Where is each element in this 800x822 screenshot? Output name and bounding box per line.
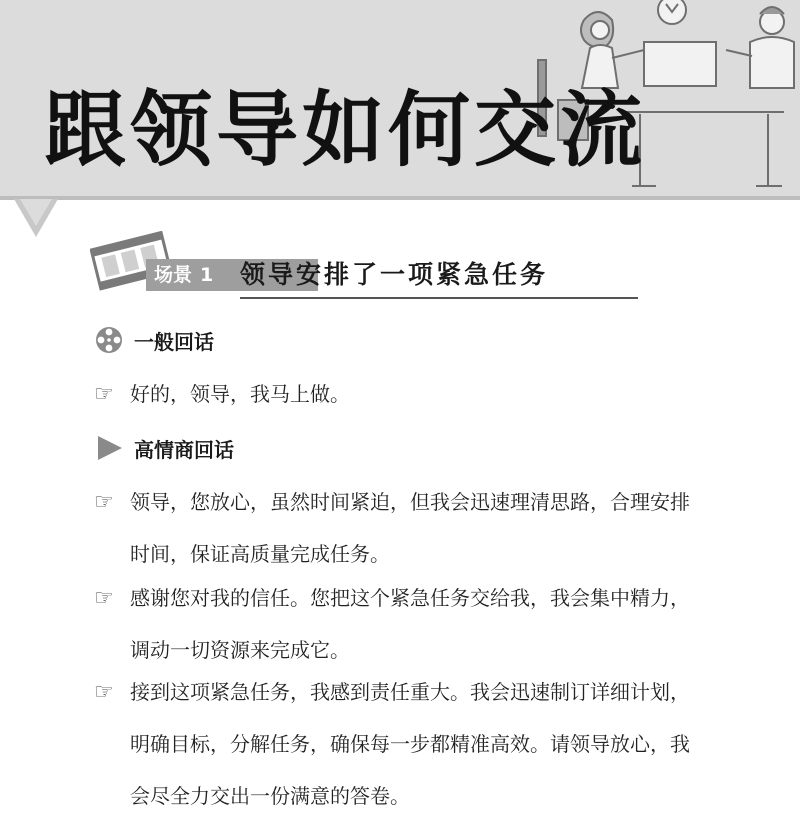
text-line bbox=[94, 476, 754, 528]
high-eq-reply-item bbox=[94, 476, 754, 580]
text-line bbox=[94, 770, 754, 822]
reply-text: 好的，领导，我马上做。 bbox=[130, 382, 350, 406]
film-reel-icon bbox=[94, 325, 124, 355]
text-line bbox=[94, 718, 754, 770]
pointing-hand-icon: ☞ bbox=[94, 490, 114, 515]
scene-title: 领导安排了一项紧急任务 bbox=[240, 260, 549, 289]
general-reply-label: 一般回话 bbox=[134, 329, 214, 354]
pointing-hand-icon: ☞ bbox=[94, 586, 114, 611]
high-eq-reply-item bbox=[94, 572, 754, 676]
high-eq-reply-label: 高情商回话 bbox=[134, 437, 234, 462]
text-line bbox=[94, 572, 754, 624]
reply-text: 领导，您放心，虽然时间紧迫，但我会迅速理清思路，合理安排 bbox=[130, 490, 690, 514]
high-eq-reply-heading bbox=[94, 432, 234, 464]
high-eq-reply-item bbox=[94, 666, 754, 822]
reply-text: 明确目标，分解任务，确保每一步都精准高效。请领导放心，我 bbox=[130, 732, 690, 756]
play-triangle-icon bbox=[94, 433, 124, 463]
banner-divider bbox=[0, 196, 800, 200]
reply-text: 时间，保证高质量完成任务。 bbox=[130, 542, 390, 566]
page-title: 跟领导如何交流 bbox=[44, 82, 647, 178]
general-reply-heading bbox=[94, 324, 214, 356]
scene-tag-label: 场景 bbox=[154, 264, 193, 286]
pointing-hand-icon: ☞ bbox=[94, 680, 114, 705]
text-line bbox=[94, 368, 754, 420]
scene-header bbox=[90, 225, 650, 305]
scene-tag-number: 1 bbox=[200, 264, 214, 286]
reply-text: 会尽全力交出一份满意的答卷。 bbox=[130, 784, 410, 808]
text-line bbox=[94, 666, 754, 718]
banner-notch-inner bbox=[20, 199, 52, 226]
general-reply-item bbox=[94, 368, 754, 420]
pointing-hand-icon: ☞ bbox=[94, 382, 114, 407]
reply-text: 调动一切资源来完成它。 bbox=[130, 638, 350, 662]
reply-text: 感谢您对我的信任。您把这个紧急任务交给我，我会集中精力， bbox=[130, 586, 690, 610]
reply-text: 接到这项紧急任务，我感到责任重大。我会迅速制订详细计划， bbox=[130, 680, 690, 704]
scene-underline bbox=[240, 297, 638, 299]
